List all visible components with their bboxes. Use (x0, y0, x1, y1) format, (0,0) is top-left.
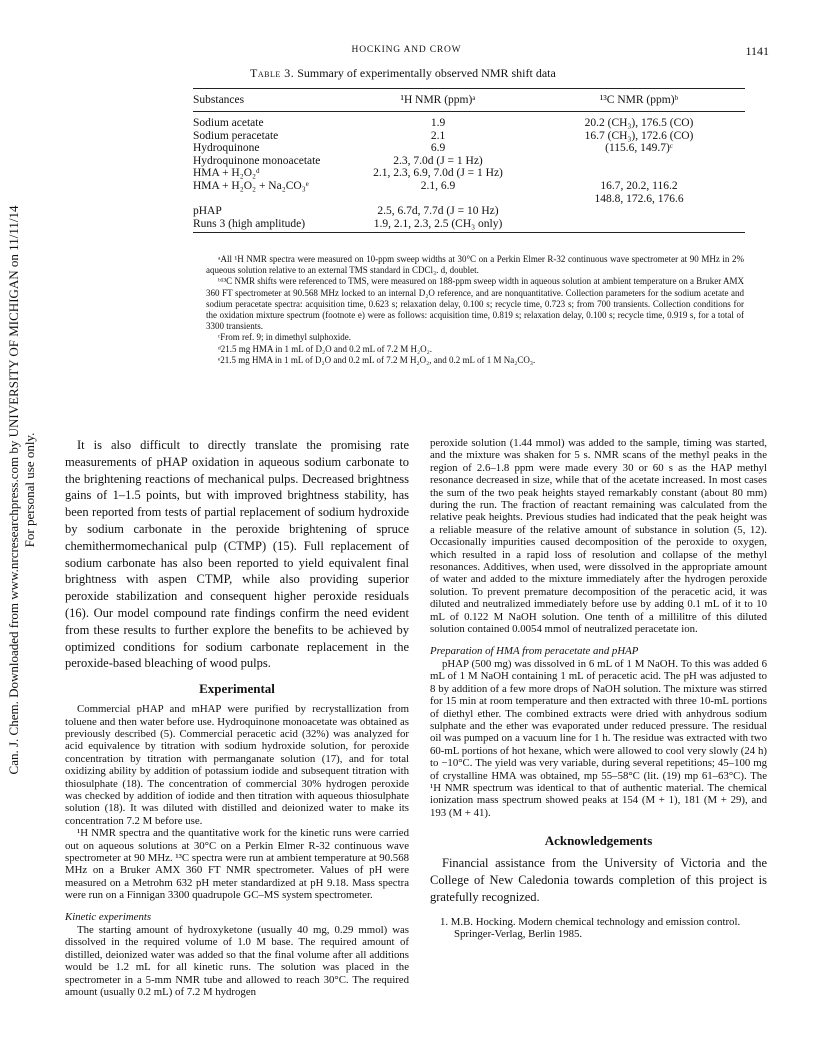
download-watermark-text (6, 206, 38, 775)
table-row (193, 117, 745, 130)
table-row (193, 142, 745, 155)
table-caption-text: Summary of experimentally observed NMR shift data (294, 66, 556, 80)
table-footnotes (206, 254, 744, 366)
acknowledgements-paragraph: Financial assistance from the University of Victoria and the College of New Caledonia towards completion of this project is gratefully recognized. (430, 856, 767, 904)
table-cell: 16.7, 20.2, 116.2 (600, 179, 678, 192)
table-cell: 16.7 (CH₃), 172.6 (CO) (584, 129, 694, 142)
table-cell: 1.9 (430, 117, 446, 129)
table-header-cell: ¹³C NMR (ppm)ᵇ (599, 94, 679, 106)
page-number: 1141 (745, 44, 769, 58)
table-footnote: ᶜFrom ref. 9; in dimethyl sulphoxide. (218, 332, 352, 343)
table-row (193, 180, 745, 193)
table-caption-label: Table 3. (250, 66, 295, 80)
table-cell: 2.5, 6.7d, 7.7d (J = 10 Hz) (377, 205, 499, 218)
table-cell: HMA + H₂O₂ᵈ (193, 167, 260, 180)
preparation-heading: Preparation of HMA from peracetate and pHAP (430, 644, 639, 657)
table-footnote: ᵃAll ¹H NMR spectra were measured on 10-ppm sweep widths at 30°C on a Perkin Elmer R-32 continuous wave spectrometer at 90 MHz in 2% aqueous solution relative to an external TMS standard in CDCl₃. d, doublet. (206, 254, 744, 276)
watermark-line-1: Can. J. Chem. Downloaded from www.nrcresearchpress.com by UNIVERSITY OF MICHIGAN on 11/11/14 (6, 205, 21, 775)
kinetic-paragraph-continued: peroxide solution (1.44 mmol) was added to the sample, timing was started, and the mixture was shaken for 5 s. NMR scans of the methyl peaks in the region of 2.6–1.8 ppm were made every 30 or 60 s as the HAP methyl resonance decreased in size, while that of the acetate increased. In most cases the sum of the two peak heights stayed remarkably constant (about 80 mm) during the run. The fraction of reactant remaining was calculated from the relative peak heights. Previous studies had indicated that the peak height was a reliable measure of the relative amount of substance in solution (5, 12). Occasionally impurities caused decomposition of the peroxide to oxygen, which resulted in a rapid loss of resolution and collapse of the methyl resonances. Additives, when used, were dissolved in the appropriate amount of water and added to the mixture immediately after the hydrogen peroxide solution. To prevent premature decomposition of the peracetic acid, it was diluted and neutralized immediately before use by adding 0.1 mL of it to 10 mL of 0.122 M NaOH solution. One tenth of a millilitre of this diluted solution contained 0.0054 mmol of neutralized peracetate ion. (430, 437, 767, 636)
table-header-row (193, 89, 745, 111)
left-column (65, 437, 409, 999)
experimental-paragraph: Commercial pHAP and mHAP were purified by recrystallization from toluene and then water before use. Hydroquinone monoacetate was obtained as previously described (5). Commercial peracetic acid (32%) was analyzed for acid equivalence by titration with sodium hydroxide solution, for peroxide concentration by titration with permanganate solution (17), and for total oxidizing ability by addition of potassium iodide and subsequent titration with thiosulphate (18). The concentration of commercial 30% hydrogen peroxide was checked by addition of iodide and then titration with aqueous thiosulphate solution (18). It was diluted with distilled and deionized water to make its concentration 7.2 M before use. (65, 703, 409, 827)
table-cell: Runs 3 (high amplitude) (193, 217, 306, 230)
table-row (193, 218, 745, 231)
table-cell: Sodium acetate (193, 117, 264, 129)
table-caption (250, 66, 556, 81)
table-cell: 2.1, 6.9 (420, 179, 456, 192)
table-cell: 1.9, 2.1, 2.3, 2.5 (CH₃ only) (373, 217, 503, 230)
table-header-cell: Substances (193, 94, 245, 106)
acknowledgements-heading: Acknowledgements (544, 833, 653, 849)
table-cell (343, 193, 533, 206)
table-cell: HMA + H₂O₂ + Na₂CO₃ᵉ (193, 179, 309, 192)
table-footnote: ᵈ21.5 mg HMA in 1 mL of D₂O and 0.2 mL of 7.2 M H₂O₂. (218, 343, 433, 354)
table-cell (193, 193, 343, 206)
table-cell: Hydroquinone monoacetate (193, 154, 321, 167)
table-bottom-rule (193, 232, 745, 233)
download-watermark (2, 205, 42, 775)
table-row (193, 167, 745, 180)
running-head: HOCKING AND CROW (351, 45, 462, 55)
table-cell: 148.8, 172.6, 176.6 (594, 192, 684, 205)
table-header-cell: ¹H NMR (ppm)ᵃ (400, 94, 476, 106)
table-footnote: ᵉ21.5 mg HMA in 1 mL of D₂O and 0.2 mL of 7.2 M H₂O₂, and 0.2 mL of 1 M Na₂CO₃. (218, 354, 536, 365)
reference-item: 1. M.B. Hocking. Modern chemical technology and emission control. Springer-Verlag, Berlin 1985. (440, 915, 741, 940)
kinetic-experiments-heading: Kinetic experiments (65, 910, 152, 923)
table-cell: Hydroquinone (193, 142, 260, 155)
table-cell (533, 205, 745, 218)
table-cell: 2.1 (430, 129, 446, 142)
table-row (193, 130, 745, 143)
table-cell (533, 167, 745, 180)
nmr-table (193, 88, 745, 233)
table-cell: 20.2 (CH₃), 176.5 (CO) (584, 117, 694, 129)
preparation-paragraph: pHAP (500 mg) was dissolved in 6 mL of 1 M NaOH. To this was added 6 mL of 1 M NaOH containing 1 mL of peracetic acid. The pH was adjusted to 8 by addition of a few more drops of NaOH solution. The mixture was stirred for 15 min at room temperature and then extracted with three 10-mL portions of diethyl ether. The combined extracts were dried with anhydrous sodium sulphate and the ether was evaporated under reduced pressure. The residual oil was pumped on a vacuum line for 1 h. The residue was extracted with two 60-mL portions of hot hexane, which were allowed to cool very slowly (24 h) to −10°C. The yield was very variable, during several repetitions; 45–100 mg of crystalline HMA was obtained, mp 55–58°C (lit. (19) mp 61–63°C). The ¹H NMR spectrum was identical to that of authentic material. The chemical ionization mass spectrum showed peaks at 154 (M + 1), 181 (M + 29), and 193 (M + 41). (430, 657, 767, 819)
table-cell (533, 218, 745, 231)
kinetic-paragraph: The starting amount of hydroxyketone (usually 40 mg, 0.29 mmol) was dissolved in the required volume of 1.0 M base. The required amount of distilled, deionized water was added so that the final volume after all additions would be 1.2 mL for all kinetic runs. The solution was placed in the spectrometer in a 5-mm NMR tube and allowed to reach 30°C. The required amount (usually 0.2 mL) of 7.2 M hydrogen (65, 924, 409, 999)
table-cell: 2.3, 7.0d (J = 1 Hz) (393, 154, 483, 167)
table-cell: 2.1, 2.3, 6.9, 7.0d (J = 1 Hz) (373, 167, 503, 180)
watermark-line-2: For personal use only. (22, 432, 37, 548)
table-cell (533, 155, 745, 168)
experimental-heading: Experimental (199, 681, 275, 697)
table-row (193, 205, 745, 218)
table-body (193, 112, 745, 230)
intro-paragraph: It is also difficult to directly translate the promising rate measurements of pHAP oxidation in aqueous sodium carbonate to the brightening reactions of mechanical pulps. Decreased brightness gains of 1–1.5 points, but with improved brightness stability, has been reported from tests of partial replacement of sodium hydroxide by sodium carbonate in the peroxide brightening of spruce chemithermomechanical pulp (CTMP) (15). Full replacement of sodium carbonate has also been reported to yield equivalent final brightness with aspen CTMP, while also providing superior peroxide stabilization and consequent higher peroxide residuals (16). Our model compound rate findings confirm the need evident from these results to further explore the benefits to be achieved by optimized conditions for sodium carbonate replacement in the peroxide-based bleaching of wood pulps. (65, 438, 409, 671)
table-footnote: ᵇ¹³C NMR shifts were referenced to TMS, were measured on 188-ppm sweep width in aqueous solution at ambient temperature on a Bruker AMX 360 FT spectrometer at 90.568 MHz locked to an internal D₂O reference, and are nonquantitative. Collection parameters for the sodium acetate and sodium peracetate spectra: acquisition time, 0.623 s; relaxation delay, 0.100 s; recycle time, 0.723 s; from 700 transients. Collection conditions for the oxidation mixture spectrum (footnote e) were as follows: acquisition time, 0.819 s; relaxation delay, 0.100 s; recycle time, 0.919 s, for a total of 3300 transients. (206, 276, 744, 332)
table-cell: pHAP (193, 205, 222, 218)
right-column (430, 437, 767, 940)
table-row (193, 193, 745, 206)
experimental-paragraph: ¹H NMR spectra and the quantitative work for the kinetic runs were carried out on aqueous solutions at 30°C on a Perkin Elmer R-32 continuous wave spectrometer at 90 MHz. ¹³C spectra were run at ambient temperature at 90.568 MHz on a Bruker AMX 360 FT NMR spectrometer. Values of pH were measured on a Metrohm 632 pH meter standardized at pH 9.18. Mass spectra were run on a Finnigan 3300 quadrupole GC–MS system spectrometer. (65, 827, 409, 902)
table-cell: Sodium peracetate (193, 129, 279, 142)
table-cell: (115.6, 149.7)ᶜ (605, 142, 673, 155)
table-row (193, 155, 745, 168)
table-cell: 6.9 (430, 142, 446, 155)
